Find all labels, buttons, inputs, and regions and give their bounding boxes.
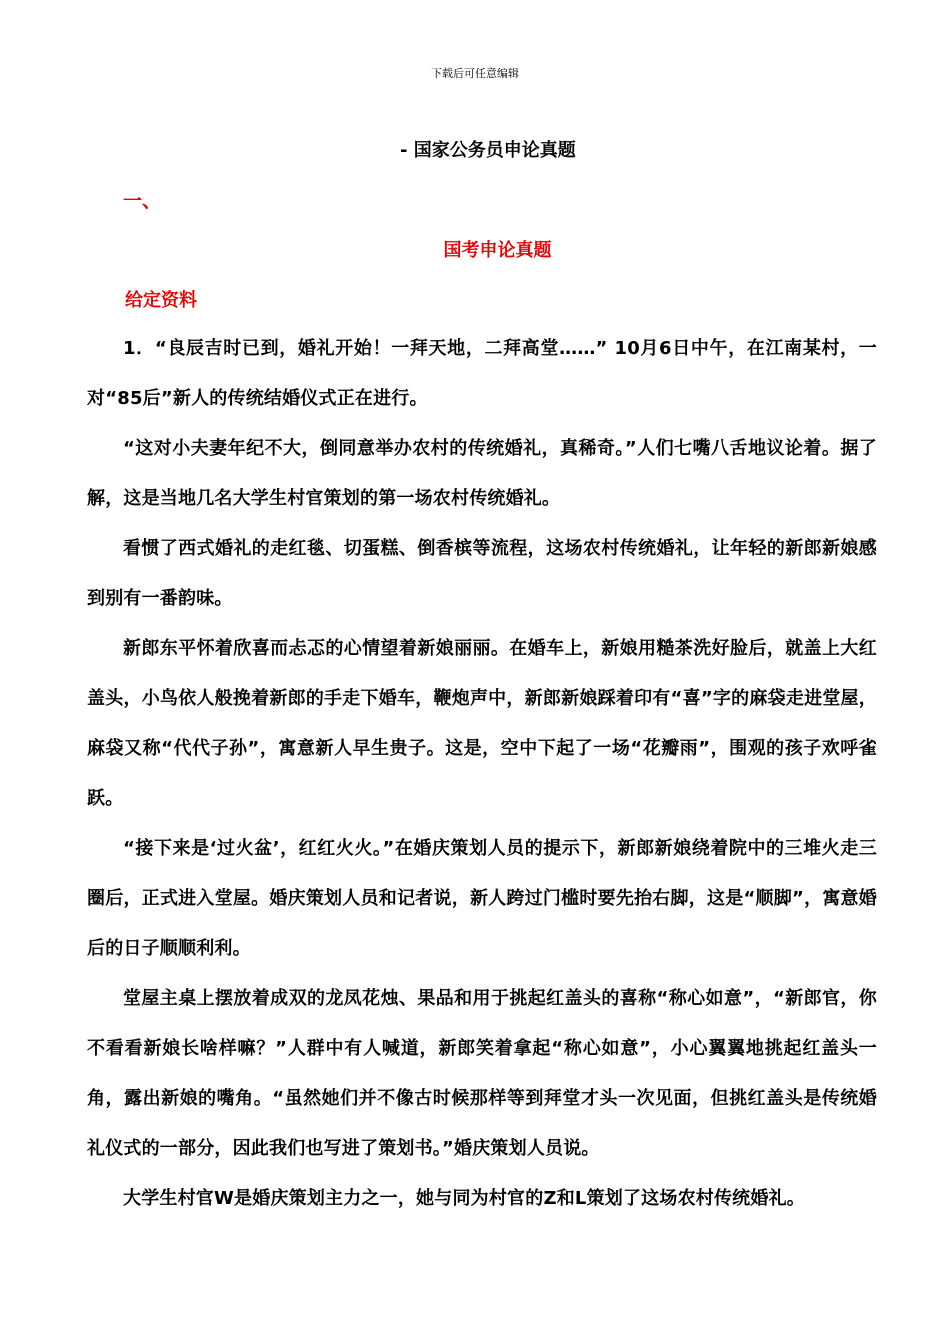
section-number: 一、 — [123, 190, 162, 212]
paragraph: 看惯了西式婚礼的走红毯、切蛋糕、倒香槟等流程，这场农村传统婚礼，让年轻的新郎新娘感到别有一番韵味。 — [87, 538, 877, 609]
section-title: 国考申论真题 — [443, 240, 552, 261]
page-header: 下载后可任意编辑 — [431, 67, 519, 80]
paragraph: “这对小夫妻年纪不大，倒同意举办农村的传统婚礼，真稀奇。”人们七嘴八舌地议论着。据了解，这是当地几名大学生村官策划的第一场农村传统婚礼。 — [87, 438, 877, 509]
material-heading: 给定资料 — [125, 290, 197, 311]
paragraph: “接下来是‘过火盆’，红红火火。”在婚庆策划人员的提示下，新郎新娘绕着院中的三堆火走三圈后，正式进入堂屋。婚庆策划人员和记者说，新人跨过门槛时要先抬右脚，这是“顺脚”，寓意婚后的日子顺顺利利。 — [87, 838, 877, 959]
paragraph: 大学生村官W是婚庆策划主力之一，她与同为村官的Z和L策划了这场农村传统婚礼。 — [123, 1188, 805, 1209]
paragraph: 新郎东平怀着欣喜而忐忑的心情望着新娘丽丽。在婚车上，新娘用糙茶洗好脸后，就盖上大红盖头，小鸟依人般挽着新郎的手走下婚车，鞭炮声中，新郎新娘踩着印有“喜”字的麻袋走进堂屋，麻袋又称“代代子孙”，寓意新人早生贵子。这是，空中下起了一场“花瓣雨”，围观的孩子欢呼雀跃。 — [87, 638, 877, 809]
document-title: - 国家公务员申论真题 — [400, 140, 576, 161]
paragraph: 堂屋主桌上摆放着成双的龙凤花烛、果品和用于挑起红盖头的喜称“称心如意”，“新郎官，你不看看新娘长啥样嘛？”人群中有人喊道，新郎笑着拿起“称心如意”，小心翼翼地挑起红盖头一角，露出新娘的嘴角。“虽然她们并不像古时候那样等到拜堂才头一次见面，但挑红盖头是传统婚礼仪式的一部分，因此我们也写进了策划书。”婚庆策划人员说。 — [87, 988, 877, 1159]
paragraph: 1．“良辰吉时已到，婚礼开始！一拜天地，二拜高堂……” 10月6日中午，在江南某村，一对“85后”新人的传统结婚仪式正在进行。 — [87, 338, 877, 409]
document-body — [87, 324, 877, 1224]
